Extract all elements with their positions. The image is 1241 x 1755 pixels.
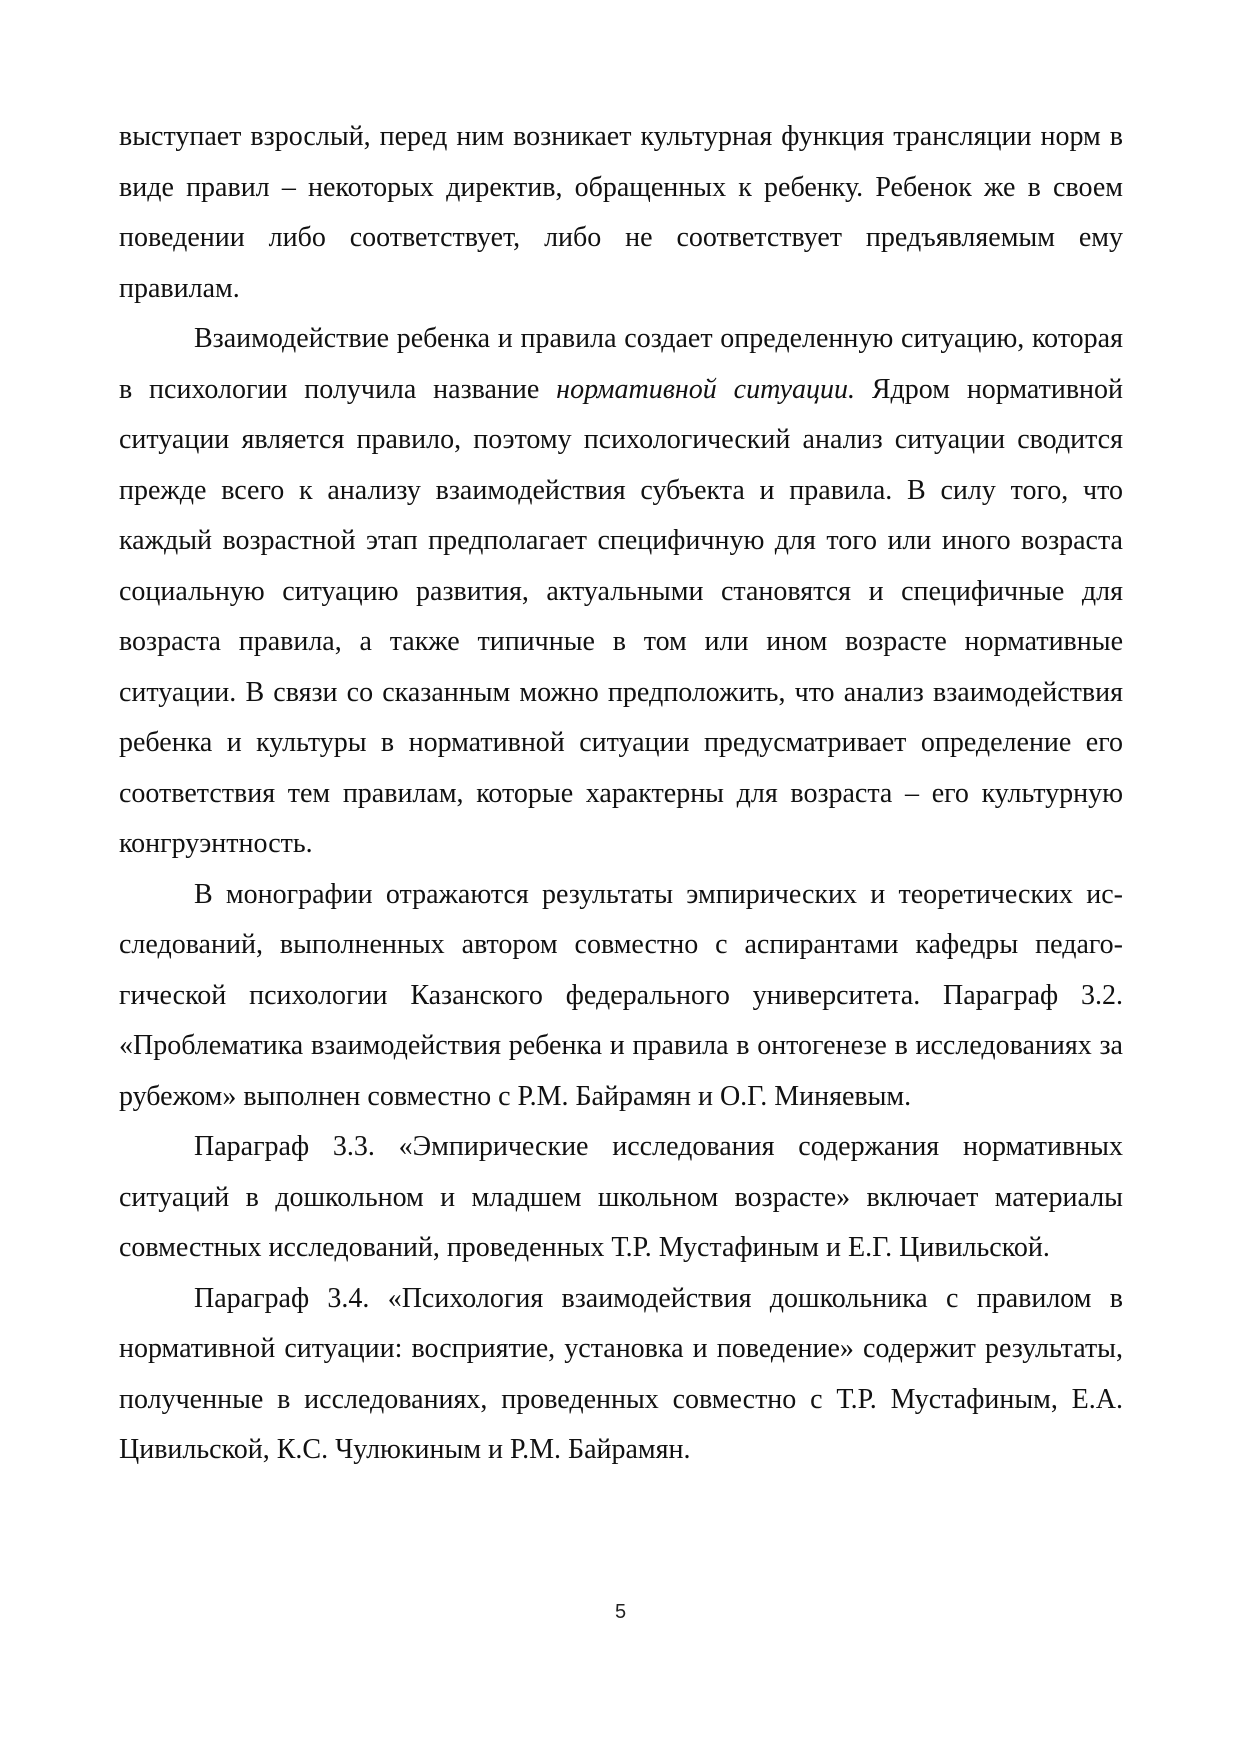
paragraph-3-text: В монографии отражаются результаты эмпирических и теоретических исследований, выполненных автором совместно с аспирантами кафедры педагогической психологии Казанского федерального университета. Параграф 3.2. «Проблематика взаимодействия ребенка и правила в онтогенезе в исследованиях за рубежом» выполнен совместно с Р.М. Байрамян и О.Г. Миняевым. [119, 878, 1123, 1112]
paragraph-2-text-end: Ядром нормативной ситуации является правило, поэтому психологический анализ ситуации сводится прежде всего к анализу взаимодействия субъекта и правила. В силу того, что каждый возрастной этап предполагает специфичную для того или иного возраста социальную ситуацию развития, актуальными становятся и специфичные для возраста правила, а также типичные в том или ином возрасте нормативные ситуации. В связи со сказанным можно предположить, что анализ взаимодействия ребенка и культуры в нормативной ситуации предусматривает определение его соответствия тем правилам, которые характерны для возраста – его культурную конгруэнтность. [119, 373, 1124, 859]
paragraph-monograph [119, 870, 1123, 1123]
paragraph-4-text: Параграф 3.3. «Эмпирические исследования содержания нормативных ситуаций в дошкольном и младшем школьном возрасте» включает материалы совместных исследований, проведенных Т.Р. Мустафиным и Е.Г. Цивильской. [119, 1131, 1123, 1263]
page-number: 5 [614, 1601, 627, 1623]
paragraph-continuation [119, 112, 1123, 314]
paragraph-section-3-3 [119, 1122, 1123, 1274]
emphasized-term: нормативной ситуации. [556, 373, 856, 405]
paragraph-5-text: Параграф 3.4. «Психология взаимодействия дошкольника с правилом в нормативной ситуации: восприятие, установка и поведение» содержит результаты, полученные в исследованиях, проведенных совместно с Т.Р. Мустафиным, Е.А. Цивильской, К.С. Чулюкиным и Р.М. Байрамян. [119, 1282, 1123, 1465]
paragraph-normative-situation [119, 314, 1123, 870]
paragraph-2-text-start: Взаимодействие ребенка и правила создает определенную ситуацию, которая в психологии получила название [119, 323, 1123, 405]
paragraph-section-3-4 [119, 1274, 1123, 1476]
paragraph-1-text: выступает взрослый, перед ним возникает культурная функция трансляции норм в виде правил – некоторых директив, обращенных к ребенку. Ребенок же в своем поведении либо соответствует, либо не соответствует предъявляемым ему правилам. [119, 121, 1123, 304]
body-text [119, 112, 1123, 1476]
